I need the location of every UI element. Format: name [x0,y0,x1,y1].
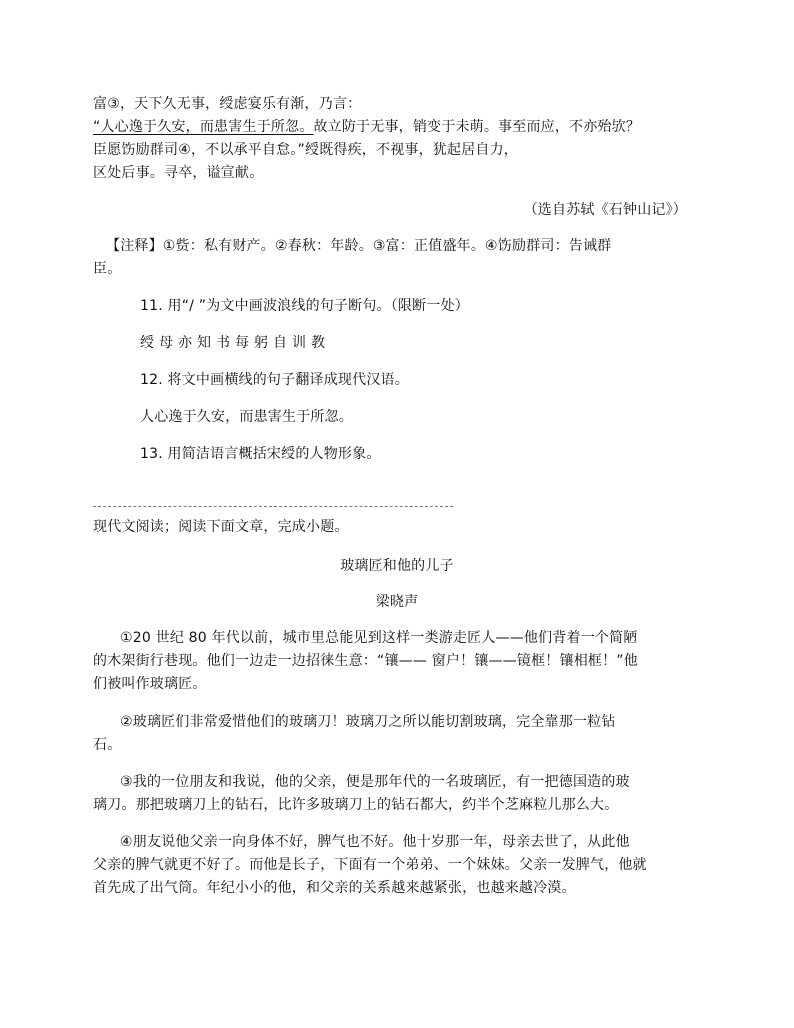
paragraph-3-line-2: 璃刀。那把玻璃刀上的钻石，比许多玻璃刀上的钻石都大，约半个芝麻粒儿那么大。 [93,797,619,813]
question-12-sentence: 人心逸于久安，而患害生于所忽。 [140,409,353,425]
notes-line-2: 臣。 [93,261,122,277]
paragraph-1-line-1: ①20 世纪 80 年代以前，城市里总能见到这样一类游走匠人——他们背着一个简陋 [120,630,638,646]
question-12: 12. 将文中画横线的句子翻译成现代汉语。 [140,372,409,388]
paragraph-4-line-1: ④朋友说他父亲一向身体不好，脾气也不好。他十岁那一年，母亲去世了，从此他 [120,834,630,850]
paragraph-4-line-3: 首先成了出气筒。年纪小小的他，和父亲的关系越来越紧张，也越来越冷漠。 [93,880,576,896]
paragraph-2-line-2: 石。 [93,737,122,753]
paragraph-4-line-2: 父亲的脾气就更不好了。而他是长子，下面有一个弟弟、一个妹妹。父亲一发脾气，他就 [93,857,647,873]
question-11-sentence: 绶母亦知书每躬自训教 [140,335,330,351]
underlined-sentence: “人心逸于久安，而患害生于所忽。 [93,119,314,135]
classical-line-1: 富③，天下久无事，绶虑宴乐有渐，乃言： [93,96,362,112]
paragraph-1-line-2: 的木架街行巷现。他们一边走一边招徕生意：“镶—— 窗户！镶——镜框！镶相框！”他 [93,653,638,669]
classical-line-2-rest: 故立防于无事，销变于未萌。事至而应，不亦殆欤？ [313,119,641,135]
question-11: 11. 用“/ ”为文中画波浪线的句子断句。（限断一处） [140,298,469,314]
notes-line-1: 【注释】①赀：私有财产。②春秋：年龄。③富：正值盛年。④饬励群司：告诫群 [106,238,612,254]
classical-line-3: 臣愿饬励群司④，不以承平自怠。”绶既得疾，不视事，犹起居自力， [93,142,519,158]
classical-line-4: 区处后事。寻卒，谥宣献。 [93,165,264,181]
question-13: 13. 用简洁语言概括宋绶的人物形象。 [140,446,381,462]
modern-intro: 现代文阅读；阅读下面文章，完成小题。 [93,519,349,535]
paragraph-1-line-3: 们被叫作玻璃匠。 [93,676,207,692]
article-title: 玻璃匠和他的儿子 [340,558,454,574]
paragraph-2-line-1: ②玻璃匠们非常爱惜他们的玻璃刀！玻璃刀之所以能切割玻璃，完全靠那一粒钻 [120,714,616,730]
paragraph-3-line-1: ③我的一位朋友和我说，他的父亲，便是那年代的一名玻璃匠，有一把德国造的玻 [120,774,630,790]
article-author: 梁晓声 [375,594,419,610]
classical-line-2 [93,117,640,137]
source-citation: （选自苏轼《石钟山记》） [523,202,687,218]
section-divider [93,506,453,507]
